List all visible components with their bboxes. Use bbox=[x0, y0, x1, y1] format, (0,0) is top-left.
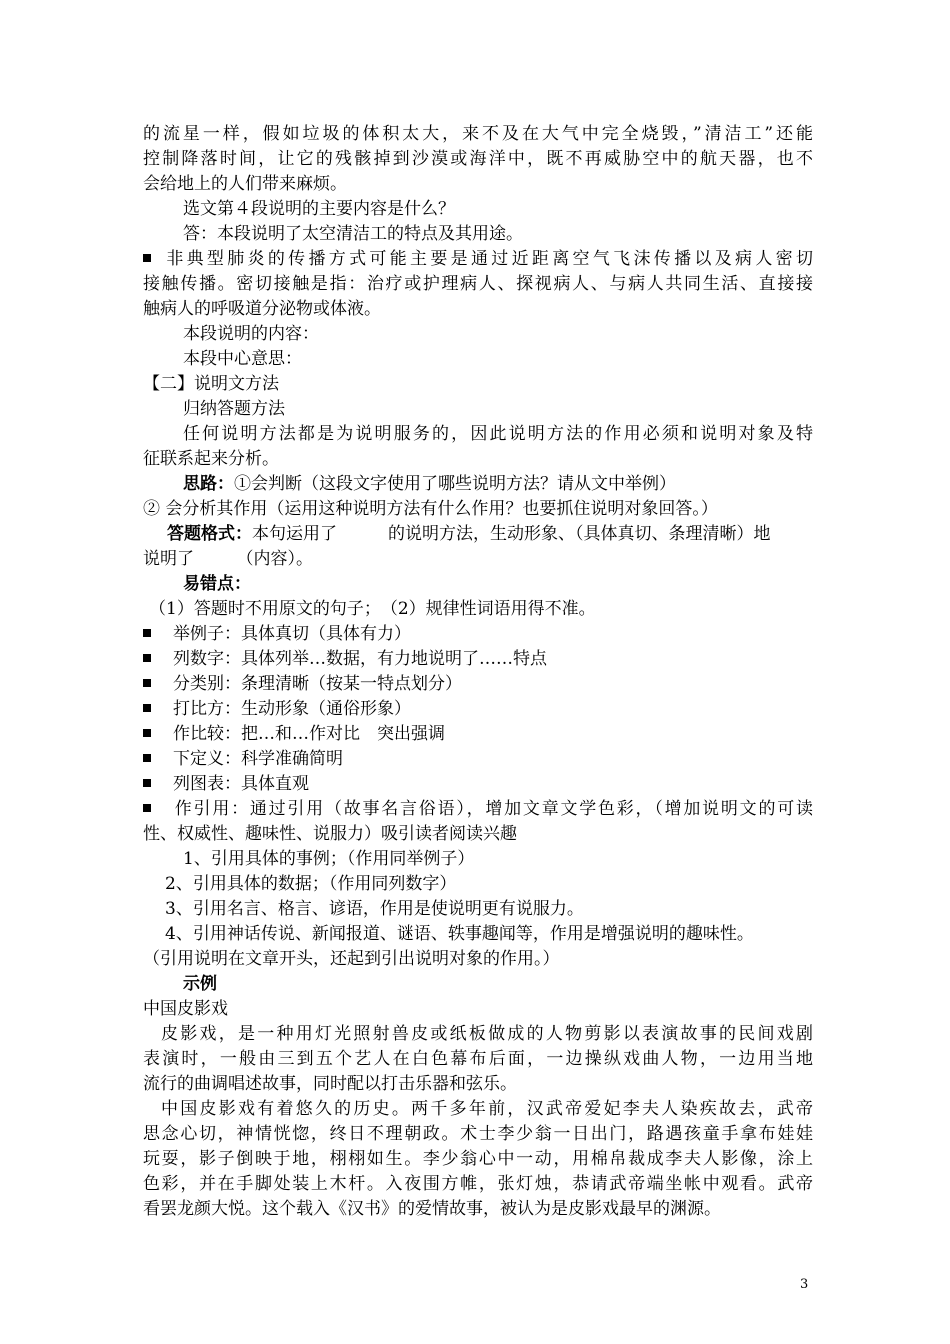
text-line: （引用说明在文章开头，还起到引出说明对象的作用。） bbox=[143, 949, 560, 969]
bullet-text: 作比较：把…和…作对比 突出强调 bbox=[173, 724, 445, 744]
bullet-icon bbox=[143, 729, 151, 737]
example-title: 中国皮影戏 bbox=[143, 999, 228, 1019]
bullet-text: 作引用：通过引用（故事名言俗语），增加文章文学色彩，（增加说明文的可读 bbox=[173, 799, 813, 819]
answer-format-text: 本句运用了 的说明方法，生动形象、（具体真切、条理清晰）地 bbox=[252, 524, 771, 544]
answer-format-line bbox=[143, 522, 813, 547]
thinking-line bbox=[143, 472, 813, 497]
bullet-icon bbox=[143, 804, 151, 812]
text-line: 控制降落时间，让它的残骸掉到沙漠或海洋中，既不再威胁空中的航天器，也不 bbox=[143, 149, 813, 169]
bullet-text: 分类别：条理清晰（按某一特点划分） bbox=[173, 674, 462, 694]
bullet-icon bbox=[143, 679, 151, 687]
text-line: 皮影戏，是一种用灯光照射兽皮或纸板做成的人物剪影以表演故事的民间戏剧 bbox=[161, 1024, 813, 1044]
section-heading: 【二】说明文方法 bbox=[143, 374, 279, 394]
bullet-text: 打比方：生动形象（通俗形象） bbox=[173, 699, 411, 719]
text-line: ② 会分析其作用（运用这种说明方法有什么作用？也要抓住说明对象回答。） bbox=[143, 499, 718, 519]
text-line: 的流星一样，假如垃圾的体积太大，来不及在大气中完全烧毁，”清洁工”还能 bbox=[143, 124, 813, 144]
text-line: 触病人的呼吸道分泌物或体液。 bbox=[143, 299, 381, 319]
text-line: 4、引用神话传说、新闻报道、谜语、轶事趣闻等，作用是增强说明的趣味性。 bbox=[165, 924, 754, 944]
text-line: 色彩，并在手脚处装上木杆。入夜围方帷，张灯烛，恭请武帝端坐帐中观看。武帝 bbox=[143, 1174, 813, 1194]
bullet-text: 列图表：具体直观 bbox=[173, 774, 309, 794]
text-line: 说明了 （内容）。 bbox=[143, 549, 313, 569]
thinking-label: 思路： bbox=[183, 474, 234, 494]
text-line: 2、引用具体的数据；（作用同列数字） bbox=[165, 874, 457, 894]
bullet-icon bbox=[143, 779, 151, 787]
text-line: 本段说明的内容： bbox=[183, 324, 319, 344]
bullet-text: 举例子：具体真切（具体有力） bbox=[173, 624, 411, 644]
text-line: 征联系起来分析。 bbox=[143, 449, 279, 469]
text-line: 接触传播。密切接触是指：治疗或护理病人、探视病人、与病人共同生活、直接接 bbox=[143, 274, 813, 294]
bullet-item bbox=[143, 247, 813, 272]
bullet-item bbox=[143, 772, 813, 797]
text-line: 中国皮影戏有着悠久的历史。两千多年前，汉武帝爱妃李夫人染疾故去，武帝 bbox=[161, 1099, 813, 1119]
text-line: 性、权威性、趣味性、说服力）吸引读者阅读兴趣 bbox=[143, 824, 517, 844]
bullet-text: 列数字：具体列举…数据，有力地说明了……特点 bbox=[173, 649, 547, 669]
error-points-heading: 易错点： bbox=[183, 574, 251, 594]
answer-line: 答：本段说明了太空清洁工的特点及其用途。 bbox=[183, 224, 523, 244]
bullet-icon bbox=[143, 654, 151, 662]
bullet-text: 下定义：科学准确简明 bbox=[173, 749, 343, 769]
bullet-item bbox=[143, 647, 813, 672]
text-line: 看罢龙颜大悦。这个载入《汉书》的爱情故事，被认为是皮影戏最早的渊源。 bbox=[143, 1199, 721, 1219]
text-line: （1）答题时不用原文的句子； （2）规律性词语用得不准。 bbox=[149, 599, 596, 619]
bullet-item bbox=[143, 797, 813, 822]
bullet-item bbox=[143, 697, 813, 722]
bullet-text: 非典型肺炎的传播方式可能主要是通过近距离空气飞沫传播以及病人密切 bbox=[163, 249, 813, 269]
text-line: 思念心切，神情恍惚，终日不理朝政。术士李少翁一日出门，路遇孩童手拿布娃娃 bbox=[143, 1124, 813, 1144]
bullet-icon bbox=[143, 704, 151, 712]
subheading: 归纳答题方法 bbox=[183, 399, 285, 419]
page-content bbox=[143, 122, 813, 1222]
text-line: 3、引用名言、格言、谚语，作用是使说明更有说服力。 bbox=[165, 899, 584, 919]
bullet-item bbox=[143, 722, 813, 747]
bullet-item bbox=[143, 622, 813, 647]
example-heading: 示例 bbox=[183, 974, 217, 994]
thinking-text: ①会判断（这段文字使用了哪些说明方法？请从文中举例） bbox=[234, 474, 676, 494]
bullet-icon bbox=[143, 754, 151, 762]
text-line: 任何说明方法都是为说明服务的，因此说明方法的作用必须和说明对象及特 bbox=[183, 424, 813, 444]
bullet-item bbox=[143, 747, 813, 772]
answer-format-label: 答题格式： bbox=[167, 524, 252, 544]
text-line: 本段中心意思： bbox=[183, 349, 302, 369]
bullet-icon bbox=[143, 629, 151, 637]
question-line: 选文第４段说明的主要内容是什么？ bbox=[183, 199, 455, 219]
page-number: 3 bbox=[800, 1277, 809, 1292]
text-line: 1、引用具体的事例；（作用同举例子） bbox=[183, 849, 475, 869]
bullet-item bbox=[143, 672, 813, 697]
text-line: 会给地上的人们带来麻烦。 bbox=[143, 174, 347, 194]
text-line: 表演时，一般由三到五个艺人在白色幕布后面，一边操纵戏曲人物，一边用当地 bbox=[143, 1049, 813, 1069]
text-line: 玩耍，影子倒映于地，栩栩如生。李少翁心中一动，用棉帛裁成李夫人影像，涂上 bbox=[143, 1149, 813, 1169]
text-line: 流行的曲调唱述故事，同时配以打击乐器和弦乐。 bbox=[143, 1074, 517, 1094]
bullet-icon bbox=[143, 254, 151, 262]
